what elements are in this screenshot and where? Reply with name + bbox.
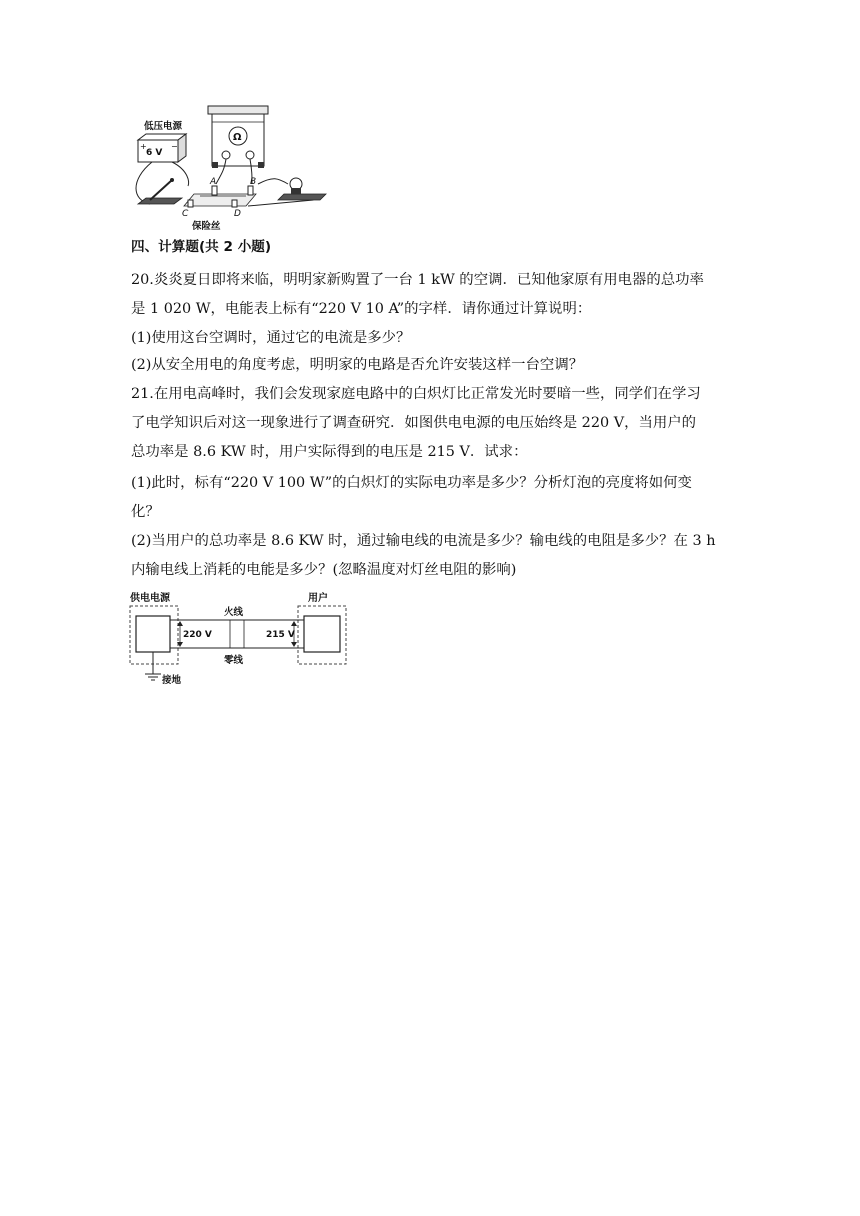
q21-line-1: 21.在用电高峰时，我们会发现家庭电路中的白炽灯比正常发光时要暗一些，同学们在学习 bbox=[131, 386, 701, 402]
switch bbox=[138, 178, 182, 204]
q21-line-3: 总功率是 8.6 KW 时，用户实际得到的电压是 215 V．试求： bbox=[131, 444, 528, 460]
ohmmeter bbox=[208, 106, 268, 168]
q20-line-1: 20.炎炎夏日即将来临，明明家新购置了一台 1 kW 的空调．已知他家原有用电器的总功率 bbox=[131, 272, 704, 288]
q20-line-2: 是 1 020 W，电能表上标有“220 V 10 A”的字样．请你通过计算说明： bbox=[131, 301, 592, 317]
q21-sub-2-line-2: 内输电线上消耗的电能是多少？(忽略温度对灯丝电阻的影响) bbox=[131, 562, 517, 578]
fuse-board bbox=[182, 177, 256, 232]
q21-sub-2-line-1: (2)当用户的总功率是 8.6 KW 时，通过输电线的电流是多少？输电线的电阻是多少？在 3 h bbox=[131, 533, 716, 549]
voltage-label: 6 V bbox=[146, 148, 163, 158]
transmission-diagram bbox=[128, 588, 352, 688]
q20-sub-1: (1)使用这台空调时，通过它的电流是多少？ bbox=[131, 330, 411, 346]
q21-sub-1-line-2: 化？ bbox=[131, 504, 160, 520]
q20-sub-2: (2)从安全用电的角度考虑，明明家的电路是否允许安装这样一台空调？ bbox=[131, 357, 584, 373]
q21-sub-1-line-1: (1)此时，标有“220 V 100 W”的白炽灯的实际电功率是多少？分析灯泡的亮度将如何变 bbox=[131, 475, 692, 491]
q21-line-2: 了电学知识后对这一现象进行了调查研究．如图供电电源的电压始终是 220 V，当用户的 bbox=[131, 415, 697, 431]
low-voltage-power-supply bbox=[138, 120, 186, 162]
svg-text:−: − bbox=[171, 142, 178, 151]
ground-label: 接地 bbox=[162, 675, 182, 686]
meter-symbol: Ω bbox=[233, 132, 242, 143]
user-voltage-label: 215 V bbox=[266, 630, 295, 640]
lamp bbox=[278, 178, 326, 200]
section-heading: 四、计算题(共 2 小题) bbox=[131, 239, 272, 255]
point-a-label: A bbox=[210, 177, 217, 187]
source-box bbox=[136, 616, 170, 652]
circuit-figure-1 bbox=[128, 100, 330, 234]
source-label: 供电电源 bbox=[130, 593, 170, 604]
point-b-label: B bbox=[250, 177, 257, 187]
power-supply-label: 低压电源 bbox=[144, 121, 183, 132]
user-label: 用户 bbox=[308, 593, 328, 604]
ground-symbol bbox=[145, 652, 161, 680]
svg-text:+: + bbox=[140, 142, 147, 151]
fuse-label: 保险丝 bbox=[192, 221, 221, 232]
neutral-wire-label: 零线 bbox=[224, 655, 244, 666]
point-c-label: C bbox=[182, 209, 189, 219]
user-box bbox=[304, 616, 340, 652]
source-voltage-label: 220 V bbox=[183, 630, 212, 640]
live-wire-label: 火线 bbox=[224, 607, 244, 618]
point-d-label: D bbox=[234, 209, 241, 219]
